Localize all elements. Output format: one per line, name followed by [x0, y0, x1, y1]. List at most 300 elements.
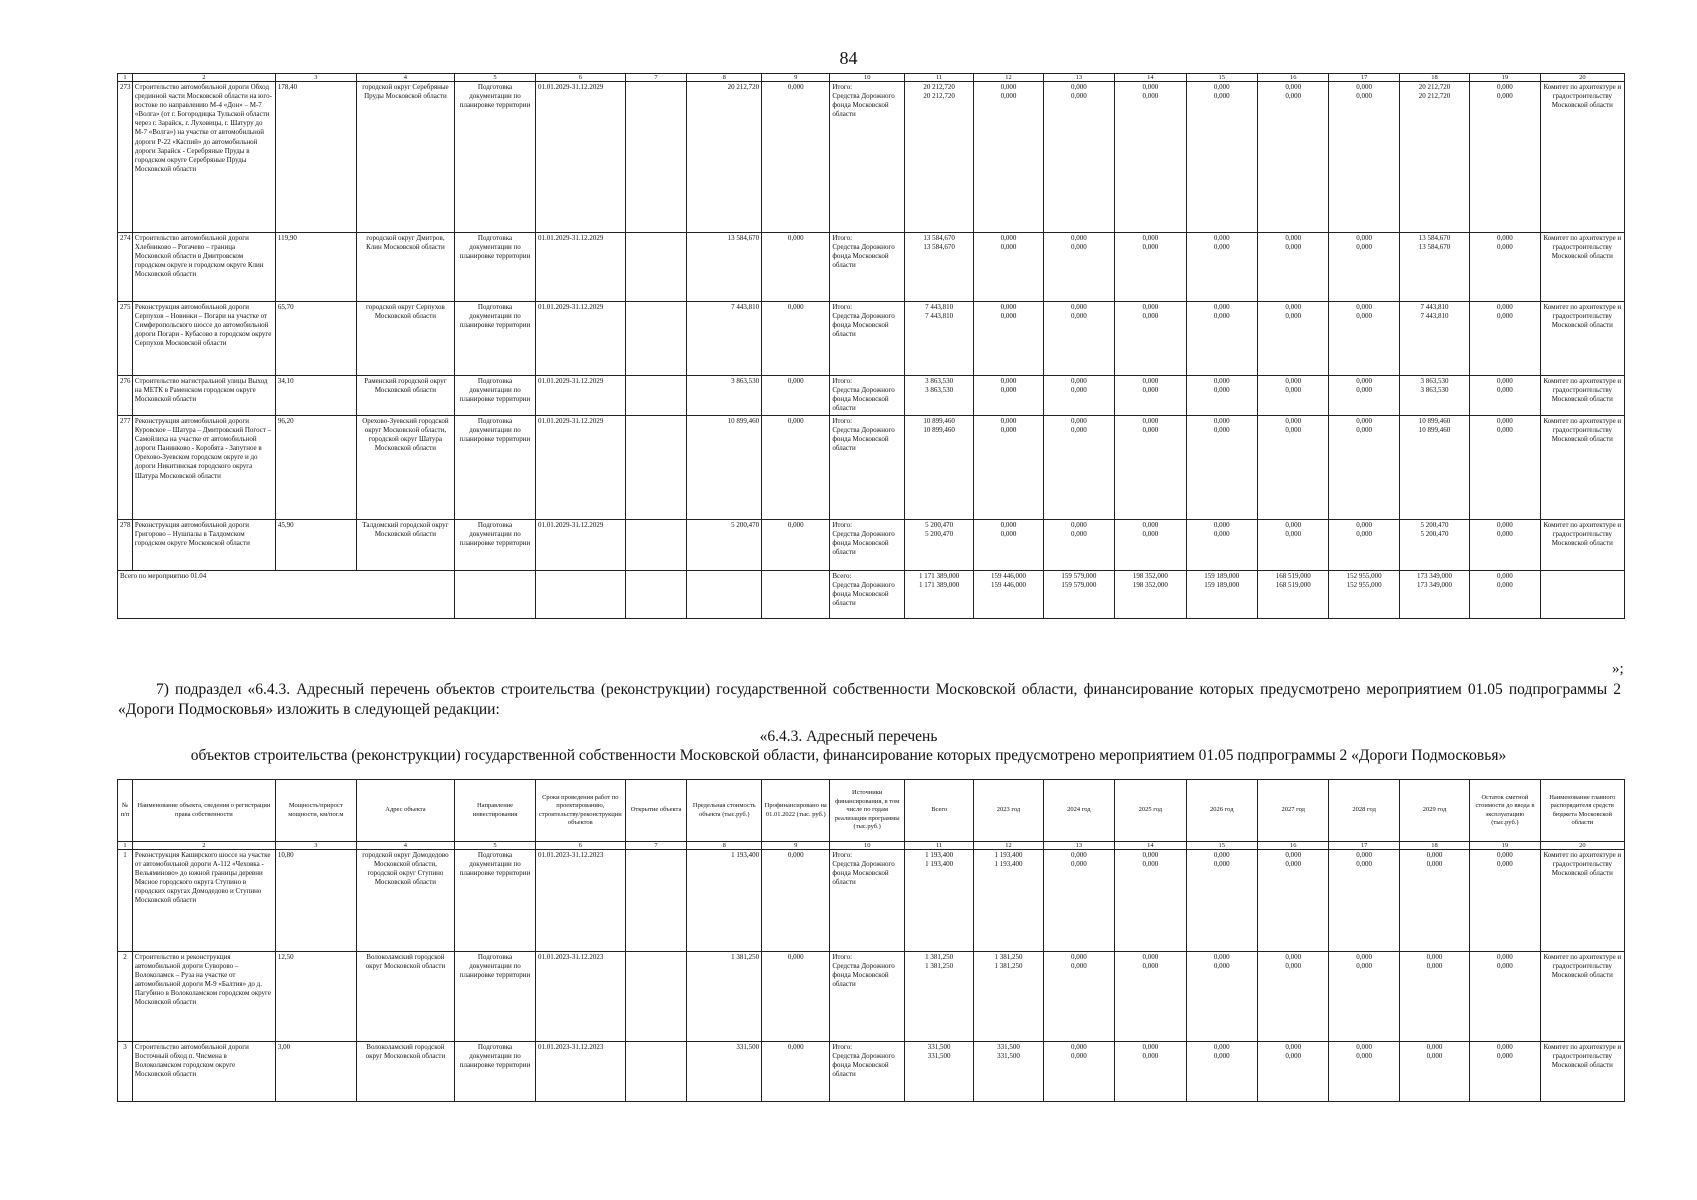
column-number: 20 [1540, 842, 1624, 850]
value-cell [1186, 520, 1257, 571]
value-cell [974, 1042, 1043, 1102]
value-cell [1115, 850, 1186, 952]
funding-source-cell [830, 520, 905, 571]
table-row [118, 850, 1625, 952]
value-cell-fund: 0,000 [1356, 312, 1373, 321]
value-cell-fund: 0,000 [1497, 426, 1513, 435]
opening-cell [625, 416, 687, 520]
value-cell [905, 1042, 974, 1102]
value-cell-fund: 0,000 [1142, 312, 1159, 321]
source-fund-label: Средства Дорожного фонда Московской области [832, 962, 895, 989]
value-cell [905, 233, 974, 302]
capacity-cell: 12,50 [275, 952, 356, 1042]
limit-cost-cell: 331,500 [687, 1042, 762, 1102]
total-value-cell-fund: 198 352,000 [1132, 581, 1168, 590]
value-cell [1115, 233, 1186, 302]
total-value-cell [905, 571, 974, 619]
column-number: 3 [275, 842, 356, 850]
value-cell-fund: 0,000 [1356, 426, 1373, 435]
value-cell [1186, 302, 1257, 376]
value-cell [1043, 376, 1114, 416]
table-row [118, 376, 1625, 416]
table-row [118, 416, 1625, 520]
direction-cell: Подготовка документации по планировке территории [454, 233, 535, 302]
object-name: Реконструкция Каширского шоссе на участке от автомобильной дороги А-112 «Чеховка - Вельяминово» до южной границы деревни Мясное городского округа Ступино в городских округах Домодедово и Ступино Московской области [132, 850, 275, 952]
value-cell-fund: 0,000 [1426, 860, 1443, 869]
source-total-label: Итого: [832, 521, 853, 529]
value-cell [1258, 952, 1329, 1042]
value-cell-fund: 13 584,670 [1418, 243, 1451, 252]
value-cell-fund: 0,000 [1497, 312, 1513, 321]
column-number: 4 [356, 74, 454, 82]
address-cell: городской округ Домодедово Московской области, городской округ Ступино Московской области [356, 850, 454, 952]
source-total-label: Итого: [832, 953, 853, 961]
value-cell-total: 0,000 [1213, 1043, 1230, 1051]
value-cell [1470, 416, 1540, 520]
column-header: Наименование главного распорядителя средств бюджета Московской области [1540, 780, 1624, 842]
funding-source-cell [830, 302, 905, 376]
value-cell-total: 0,000 [1070, 417, 1087, 425]
value-cell-fund: 0,000 [1356, 92, 1373, 101]
value-cell-fund: 0,000 [1070, 426, 1087, 435]
value-cell-fund: 3 863,530 [1420, 386, 1449, 395]
value-cell-fund: 0,000 [1497, 92, 1513, 101]
value-cell-fund: 0,000 [1000, 530, 1017, 539]
total-value-cell-total: 168 519,000 [1275, 572, 1311, 580]
manager-cell: Комитет по архитектуре и градостроительству Московской области [1540, 520, 1624, 571]
value-cell-total: 0,000 [1497, 303, 1513, 311]
opening-cell [625, 233, 687, 302]
value-cell-fund: 0,000 [1000, 243, 1017, 252]
value-cell-total: 0,000 [1497, 83, 1513, 91]
value-cell-fund: 0,000 [1356, 860, 1373, 869]
value-cell-total: 0,000 [1070, 953, 1087, 961]
opening-cell [625, 1042, 687, 1102]
value-cell [1470, 850, 1540, 952]
funding-source-cell [830, 416, 905, 520]
direction-cell: Подготовка документации по планировке территории [454, 952, 535, 1042]
value-cell [905, 376, 974, 416]
direction-cell: Подготовка документации по планировке территории [454, 416, 535, 520]
value-cell-total: 331,500 [997, 1043, 1020, 1051]
column-number: 1 [118, 74, 133, 82]
column-header: Профинансировано на 01.01.2022 (тыс. руб.) [762, 780, 830, 842]
value-cell-total: 0,000 [1356, 377, 1373, 385]
empty-cell [1540, 571, 1624, 619]
value-cell-total: 0,000 [1142, 83, 1159, 91]
value-cell [1043, 233, 1114, 302]
value-cell [1258, 233, 1329, 302]
address-cell: городской округ Дмитров, Клин Московской области [356, 233, 454, 302]
opening-cell [625, 952, 687, 1042]
funding-source-cell [830, 952, 905, 1042]
value-cell-fund: 0,000 [1070, 243, 1087, 252]
value-cell-fund: 0,000 [1285, 243, 1302, 252]
value-cell [974, 952, 1043, 1042]
column-number: 8 [687, 842, 762, 850]
column-number: 4 [356, 842, 454, 850]
value-cell [1258, 850, 1329, 952]
column-number: 7 [625, 74, 687, 82]
value-cell-fund: 331,500 [927, 1052, 951, 1061]
empty-cell [687, 571, 762, 619]
limit-cost-cell: 20 212,720 [687, 82, 762, 233]
value-cell [974, 850, 1043, 952]
value-cell [1470, 952, 1540, 1042]
value-cell [1399, 952, 1469, 1042]
column-header: 2024 год [1043, 780, 1114, 842]
source-fund-label: Средства Дорожного фонда Московской области [832, 860, 895, 887]
column-number: 15 [1186, 74, 1257, 82]
value-cell [1329, 416, 1399, 520]
direction-cell: Подготовка документации по планировке территории [454, 302, 535, 376]
manager-cell: Комитет по архитектуре и градостроительству Московской области [1540, 376, 1624, 416]
value-cell-total: 5 200,470 [925, 521, 954, 529]
period-cell: 01.01.2029-31.12.2029 [536, 302, 626, 376]
empty-cell [625, 571, 687, 619]
value-cell-total: 0,000 [1000, 377, 1017, 385]
value-cell-total: 0,000 [1070, 851, 1087, 859]
period-cell: 01.01.2023-31.12.2023 [536, 1042, 626, 1102]
value-cell [974, 82, 1043, 233]
value-cell-total: 0,000 [1497, 851, 1513, 859]
value-cell-total: 0,000 [1213, 83, 1230, 91]
value-cell-total: 1 381,250 [994, 953, 1023, 961]
value-cell-total: 0,000 [1142, 303, 1159, 311]
value-cell [1470, 302, 1540, 376]
value-cell-total: 10 899,460 [923, 417, 955, 425]
total-value-cell [1043, 571, 1114, 619]
value-cell [905, 850, 974, 952]
column-header: Сроки проведения работ по проектированию, строительству/реконструкции объектов [536, 780, 626, 842]
financed-cell: 0,000 [762, 416, 830, 520]
table-measure-01-05 [117, 779, 1625, 1102]
value-cell-fund: 0,000 [1285, 426, 1302, 435]
value-cell-fund: 0,000 [1285, 962, 1302, 971]
value-cell [1399, 376, 1469, 416]
address-cell: Волоколамский городской округ Московской области [356, 1042, 454, 1102]
value-cell [1329, 1042, 1399, 1102]
source-fund-label: Средства Дорожного фонда Московской области [832, 530, 895, 557]
value-cell [974, 376, 1043, 416]
value-cell-total: 13 584,670 [923, 234, 955, 242]
value-cell-fund: 7 443,810 [1420, 312, 1449, 321]
column-number: 9 [762, 74, 830, 82]
value-cell-fund: 0,000 [1285, 312, 1302, 321]
manager-cell: Комитет по архитектуре и градостроительству Московской области [1540, 850, 1624, 952]
value-cell-total: 0,000 [1142, 417, 1159, 425]
value-cell-fund: 0,000 [1285, 386, 1302, 395]
value-cell-fund: 0,000 [1000, 92, 1017, 101]
row-number: 273 [118, 82, 133, 233]
value-cell [1258, 302, 1329, 376]
value-cell-fund: 0,000 [1213, 530, 1230, 539]
funding-source-cell [830, 82, 905, 233]
value-cell [1043, 82, 1114, 233]
page-number: 84 [839, 48, 858, 68]
opening-cell [625, 850, 687, 952]
value-cell-total: 13 584,670 [1418, 234, 1451, 242]
value-cell [1329, 82, 1399, 233]
source-total-label: Итого: [832, 83, 853, 91]
value-cell-total: 1 193,400 [925, 851, 954, 859]
source-fund-label: Средства Дорожного фонда Московской области [832, 312, 895, 339]
object-name: Реконструкция автомобильной дороги Серпухов – Новинки – Погари на участке от Симферопольского шоссе до автомобильной дороги Погари - Кубасово в городском округе Серпухов Московской области [132, 302, 275, 376]
value-cell-total: 0,000 [1497, 234, 1513, 242]
financed-cell: 0,000 [762, 233, 830, 302]
column-number: 10 [830, 842, 905, 850]
column-number: 13 [1043, 842, 1114, 850]
value-cell-total: 20 212,720 [1418, 83, 1451, 91]
limit-cost-cell: 7 443,810 [687, 302, 762, 376]
column-header: Адрес объекта [356, 780, 454, 842]
value-cell [1258, 416, 1329, 520]
value-cell-total: 0,000 [1497, 953, 1513, 961]
column-number: 5 [454, 74, 535, 82]
value-cell-total: 0,000 [1497, 417, 1513, 425]
value-cell [1115, 302, 1186, 376]
table-row [118, 302, 1625, 376]
period-cell: 01.01.2029-31.12.2029 [536, 233, 626, 302]
value-cell-total: 331,500 [927, 1043, 951, 1051]
source-total-label: Итого: [832, 1043, 853, 1051]
value-cell-total: 0,000 [1000, 521, 1017, 529]
value-cell [974, 302, 1043, 376]
column-number: 12 [974, 74, 1043, 82]
column-header: Открытие объекта [625, 780, 687, 842]
value-cell-fund: 0,000 [1000, 426, 1017, 435]
value-cell-total: 0,000 [1213, 234, 1230, 242]
value-cell-fund: 0,000 [1213, 962, 1230, 971]
row-number: 276 [118, 376, 133, 416]
address-cell: Раменский городской округ Московской области [356, 376, 454, 416]
value-cell-total: 0,000 [1000, 234, 1017, 242]
value-cell-total: 0,000 [1000, 417, 1017, 425]
value-cell [1399, 302, 1469, 376]
row-number: 277 [118, 416, 133, 520]
value-cell-fund: 0,000 [1070, 92, 1087, 101]
value-cell-total: 0,000 [1070, 83, 1087, 91]
source-total-label: Итого: [832, 303, 853, 311]
object-name: Реконструкция автомобильной дороги Григорово – Нушпалы в Талдомском городском округе Московской области [132, 520, 275, 571]
source-total-label: Итого: [832, 234, 853, 242]
table-row [118, 520, 1625, 571]
row-number: 274 [118, 233, 133, 302]
value-cell-total: 0,000 [1142, 521, 1159, 529]
value-cell-total: 0,000 [1285, 851, 1302, 859]
column-number-row [118, 74, 1625, 82]
column-number-row [118, 842, 1625, 850]
value-cell-fund: 5 200,470 [1420, 530, 1449, 539]
value-cell-total: 0,000 [1356, 234, 1373, 242]
financed-cell: 0,000 [762, 520, 830, 571]
value-cell-total: 1 193,400 [994, 851, 1023, 859]
opening-cell [625, 376, 687, 416]
total-value-cell [974, 571, 1043, 619]
column-header: 2023 год [974, 780, 1043, 842]
row-number: 278 [118, 520, 133, 571]
total-value-cell-fund: 0,000 [1497, 581, 1513, 590]
value-cell-total: 0,000 [1213, 953, 1230, 961]
value-cell-fund: 0,000 [1070, 386, 1087, 395]
manager-cell: Комитет по архитектуре и градостроительству Московской области [1540, 952, 1624, 1042]
column-header: Мощность/прирост мощности, км/пог.м [275, 780, 356, 842]
value-cell-fund: 0,000 [1142, 92, 1159, 101]
column-header: 2029 год [1399, 780, 1469, 842]
column-number: 12 [974, 842, 1043, 850]
column-number: 10 [830, 74, 905, 82]
total-value-cell-total: 198 352,000 [1132, 572, 1168, 580]
value-cell-fund: 0,000 [1070, 1052, 1087, 1061]
value-cell [1258, 1042, 1329, 1102]
row-number: 2 [118, 952, 133, 1042]
value-cell-total: 0,000 [1000, 83, 1017, 91]
column-number: 5 [454, 842, 535, 850]
column-number: 3 [275, 74, 356, 82]
object-name: Реконструкция автомобильной дороги Куровское – Шатура – Дмитровский Погост – Самойлиха на участке от автомобильной дороги Панинково - Коробята - Запутное в Орехово-Зуевском городском округе и до дороги Никитинская городского округа Шатура Московской области [132, 416, 275, 520]
source-fund-label: Средства Дорожного фонда Московской области [832, 581, 895, 608]
value-cell-total: 0,000 [1356, 953, 1373, 961]
capacity-cell: 96,20 [275, 416, 356, 520]
value-cell-fund: 20 212,720 [923, 92, 955, 101]
period-cell: 01.01.2029-31.12.2029 [536, 416, 626, 520]
financed-cell: 0,000 [762, 952, 830, 1042]
column-header: Направление инвестирования [454, 780, 535, 842]
address-cell: городской округ Серебряные Пруды Московской области [356, 82, 454, 233]
column-number: 18 [1399, 842, 1469, 850]
value-cell [1043, 1042, 1114, 1102]
value-cell-fund: 0,000 [1213, 243, 1230, 252]
opening-cell [625, 302, 687, 376]
value-cell [1043, 416, 1114, 520]
value-cell-fund: 0,000 [1356, 243, 1373, 252]
value-cell [1329, 520, 1399, 571]
limit-cost-cell: 5 200,470 [687, 520, 762, 571]
row-number: 3 [118, 1042, 133, 1102]
value-cell [1115, 376, 1186, 416]
capacity-cell: 3,00 [275, 1042, 356, 1102]
value-cell-total: 0,000 [1142, 377, 1159, 385]
financed-cell: 0,000 [762, 1042, 830, 1102]
column-number: 6 [536, 74, 626, 82]
value-cell [1258, 376, 1329, 416]
total-value-cell [1399, 571, 1469, 619]
value-cell [1186, 233, 1257, 302]
value-cell-total: 3 863,530 [925, 377, 954, 385]
value-cell-total: 3 863,530 [1420, 377, 1449, 385]
value-cell-fund: 0,000 [1497, 243, 1513, 252]
value-cell-fund: 0,000 [1213, 92, 1230, 101]
column-number: 2 [132, 842, 275, 850]
value-cell-fund: 13 584,670 [923, 243, 955, 252]
limit-cost-cell: 1 381,250 [687, 952, 762, 1042]
total-value-cell-total: 173 349,000 [1417, 572, 1453, 580]
value-cell [1043, 952, 1114, 1042]
row-number: 275 [118, 302, 133, 376]
value-cell-total: 0,000 [1356, 1043, 1373, 1051]
table-row [118, 82, 1625, 233]
value-cell-fund: 0,000 [1497, 860, 1513, 869]
value-cell-total: 0,000 [1497, 377, 1513, 385]
source-total-label: Итого: [832, 417, 853, 425]
value-cell-total: 0,000 [1070, 377, 1087, 385]
value-cell-total: 0,000 [1070, 303, 1087, 311]
capacity-cell: 119,90 [275, 233, 356, 302]
total-value-cell [1329, 571, 1399, 619]
column-number: 16 [1258, 842, 1329, 850]
manager-cell: Комитет по архитектуре и градостроительству Московской области [1540, 82, 1624, 233]
table-row [118, 1042, 1625, 1102]
value-cell-fund: 10 899,460 [1418, 426, 1451, 435]
empty-cell [454, 571, 535, 619]
value-cell [974, 520, 1043, 571]
value-cell-total: 0,000 [1213, 303, 1230, 311]
value-cell-fund: 0,000 [1285, 1052, 1302, 1061]
value-cell-fund: 0,000 [1356, 962, 1373, 971]
value-cell-fund: 3 863,530 [925, 386, 954, 395]
value-cell-total: 0,000 [1142, 1043, 1159, 1051]
value-cell-total: 1 381,250 [925, 953, 954, 961]
value-cell-total: 0,000 [1426, 1043, 1443, 1051]
period-cell: 01.01.2029-31.12.2029 [536, 82, 626, 233]
value-cell-fund: 0,000 [1285, 860, 1302, 869]
manager-cell: Комитет по архитектуре и градостроительству Московской области [1540, 1042, 1624, 1102]
value-cell-total: 0,000 [1285, 417, 1302, 425]
period-cell: 01.01.2023-31.12.2023 [536, 952, 626, 1042]
column-number: 19 [1470, 842, 1540, 850]
financed-cell: 0,000 [762, 302, 830, 376]
total-value-cell-total: 159 579,000 [1061, 572, 1097, 580]
value-cell [1470, 1042, 1540, 1102]
total-value-cell-fund: 1 171 389,000 [919, 581, 960, 590]
value-cell-total: 0,000 [1356, 851, 1373, 859]
column-number: 11 [905, 74, 974, 82]
value-cell-total: 20 212,720 [923, 83, 955, 91]
column-number: 20 [1540, 74, 1624, 82]
value-cell-fund: 1 193,400 [994, 860, 1023, 869]
value-cell [1470, 376, 1540, 416]
total-value-cell-total: 1 171 389,000 [919, 572, 960, 580]
value-cell [1258, 520, 1329, 571]
value-cell-total: 10 899,460 [1418, 417, 1451, 425]
column-number: 8 [687, 74, 762, 82]
source-fund-label: Средства Дорожного фонда Московской области [832, 426, 895, 453]
row-number: 1 [118, 850, 133, 952]
total-value-cell [1186, 571, 1257, 619]
value-cell-total: 0,000 [1285, 234, 1302, 242]
value-cell-fund: 0,000 [1142, 962, 1159, 971]
value-cell-fund: 0,000 [1070, 860, 1087, 869]
value-cell [1399, 1042, 1469, 1102]
total-value-cell-fund: 173 349,000 [1417, 581, 1453, 590]
value-cell [1329, 233, 1399, 302]
column-number: 2 [132, 74, 275, 82]
value-cell-fund: 10 899,460 [923, 426, 955, 435]
column-number: 7 [625, 842, 687, 850]
value-cell [1186, 416, 1257, 520]
column-header: Всего [905, 780, 974, 842]
value-cell-fund: 0,000 [1213, 1052, 1230, 1061]
total-value-cell-fund: 159 189,000 [1204, 581, 1240, 590]
value-cell-fund: 0,000 [1142, 386, 1159, 395]
amendment-paragraph: 7) подраздел «6.4.3. Адресный перечень объектов строительства (реконструкции) государственной собственности Московской области, финансирование которых предусмотрено мероприятием 01.05 подпрограммы 2 «Дороги Подмосковья» изложить в следующей редакции: [118, 681, 1621, 718]
value-cell [1043, 850, 1114, 952]
value-cell-fund: 1 381,250 [994, 962, 1023, 971]
column-number: 19 [1470, 74, 1540, 82]
total-label: Всего по мероприятию 01.04 [118, 571, 455, 619]
value-cell-fund: 331,500 [997, 1052, 1020, 1061]
column-number: 6 [536, 842, 626, 850]
